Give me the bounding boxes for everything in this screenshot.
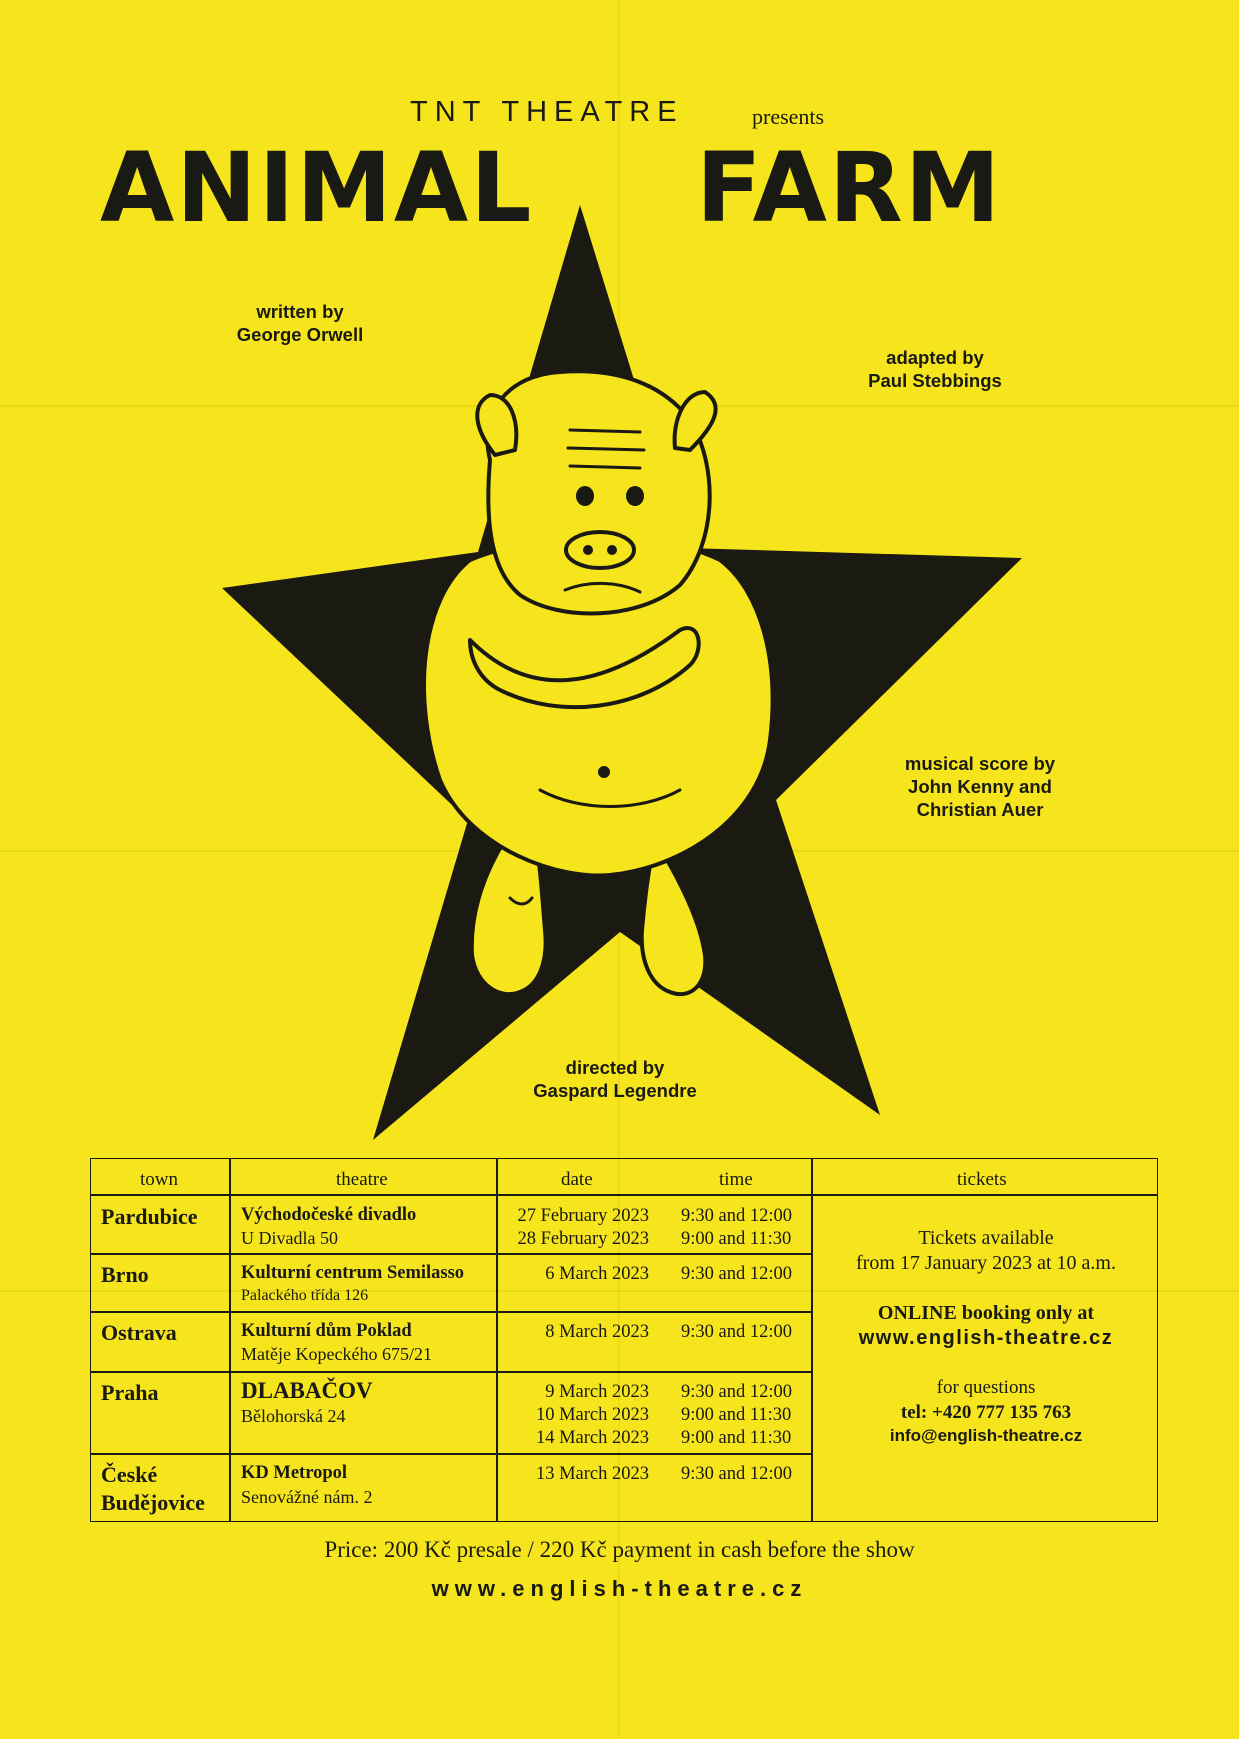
- pig-head: [487, 371, 709, 613]
- table-row-town: Ostrava: [101, 1320, 177, 1345]
- presents-label: presents: [752, 104, 825, 129]
- table-row-theatre: Kulturní dům Poklad: [241, 1321, 412, 1341]
- table-row-dates: 8 March 2023: [545, 1322, 649, 1342]
- header-time: time: [719, 1169, 753, 1190]
- schedule-table: [90, 1158, 1158, 1522]
- header-tickets: tickets: [957, 1169, 1007, 1190]
- table-row-address: Senovážné nám. 2: [241, 1487, 373, 1507]
- table-row-theatre: DLABAČOV: [241, 1378, 373, 1403]
- table-row-town: České Budějovice: [101, 1462, 205, 1515]
- table-row-dates: 9 March 2023 10 March 2023 14 March 2023: [535, 1382, 649, 1448]
- table-row-times: 9:30 and 12:00 9:00 and 11:30: [681, 1206, 792, 1249]
- tickets-url-link[interactable]: www.english-theatre.cz: [858, 1327, 1114, 1349]
- table-row-address: U Divadla 50: [241, 1228, 338, 1248]
- table-row-dates: 27 February 2023 28 February 2023: [517, 1206, 649, 1249]
- adapter-role: adapted by: [886, 347, 984, 368]
- title-word-2: FARM: [696, 132, 1003, 244]
- table-row-town: Brno: [101, 1262, 149, 1287]
- adapter-name: Paul Stebbings: [868, 370, 1002, 391]
- director-role: directed by: [565, 1057, 665, 1078]
- table-row-times: 9:30 and 12:00: [681, 1322, 792, 1342]
- table-row-town: Pardubice: [101, 1204, 198, 1229]
- adapter-credit: [840, 346, 1030, 392]
- director-name: Gaspard Legendre: [533, 1080, 697, 1101]
- tickets-from: from 17 January 2023 at 10 a.m.: [856, 1252, 1116, 1274]
- table-row-address: Bělohorská 24: [241, 1406, 346, 1426]
- tickets-questions: for questions: [936, 1377, 1036, 1398]
- header-date: date: [561, 1169, 593, 1190]
- writer-role: written by: [256, 301, 344, 322]
- music-name-1: John Kenny and: [908, 776, 1052, 797]
- tickets-online: ONLINE booking only at: [877, 1302, 1095, 1324]
- table-row-town: Praha: [101, 1380, 159, 1405]
- table-row-dates: 13 March 2023: [535, 1464, 649, 1484]
- music-name-2: Christian Auer: [916, 799, 1044, 820]
- pig-snout: [566, 532, 634, 568]
- price-info: Price: 200 Kč presale / 220 Kč payment in cash before the show: [324, 1537, 915, 1562]
- title-word-1: ANIMAL: [100, 132, 534, 244]
- table-row-theatre: Kulturní centrum Semilasso: [241, 1263, 465, 1283]
- pig-right-ear: [675, 392, 716, 450]
- header-theatre: theatre: [336, 1169, 388, 1190]
- table-row-address: Palackého třída 126: [241, 1287, 369, 1304]
- music-credit: [880, 752, 1080, 821]
- table-row-dates: 6 March 2023: [545, 1264, 649, 1284]
- writer-name: George Orwell: [236, 324, 364, 345]
- tickets-email-link[interactable]: info@english-theatre.cz: [889, 1426, 1083, 1445]
- director-credit: [500, 1056, 730, 1102]
- table-row-times: 9:30 and 12:00: [681, 1264, 792, 1284]
- footer-url-link[interactable]: www.english-theatre.cz: [431, 1576, 808, 1601]
- writer-credit: [160, 300, 440, 346]
- header-town: town: [140, 1169, 178, 1190]
- company-name: TNT THEATRE: [410, 96, 684, 128]
- table-row-times: 9:30 and 12:00 9:00 and 11:30 9:00 and 11:30: [681, 1382, 792, 1448]
- music-role: musical score by: [904, 753, 1056, 774]
- tickets-available: Tickets available: [918, 1227, 1054, 1249]
- table-row-address: Matěje Kopeckého 675/21: [241, 1344, 432, 1364]
- table-row-theatre: KD Metropol: [241, 1463, 348, 1483]
- table-row-theatre: Východočeské divadlo: [241, 1205, 417, 1225]
- tickets-phone: tel: +420 777 135 763: [900, 1402, 1072, 1423]
- table-row-times: 9:30 and 12:00: [681, 1464, 792, 1484]
